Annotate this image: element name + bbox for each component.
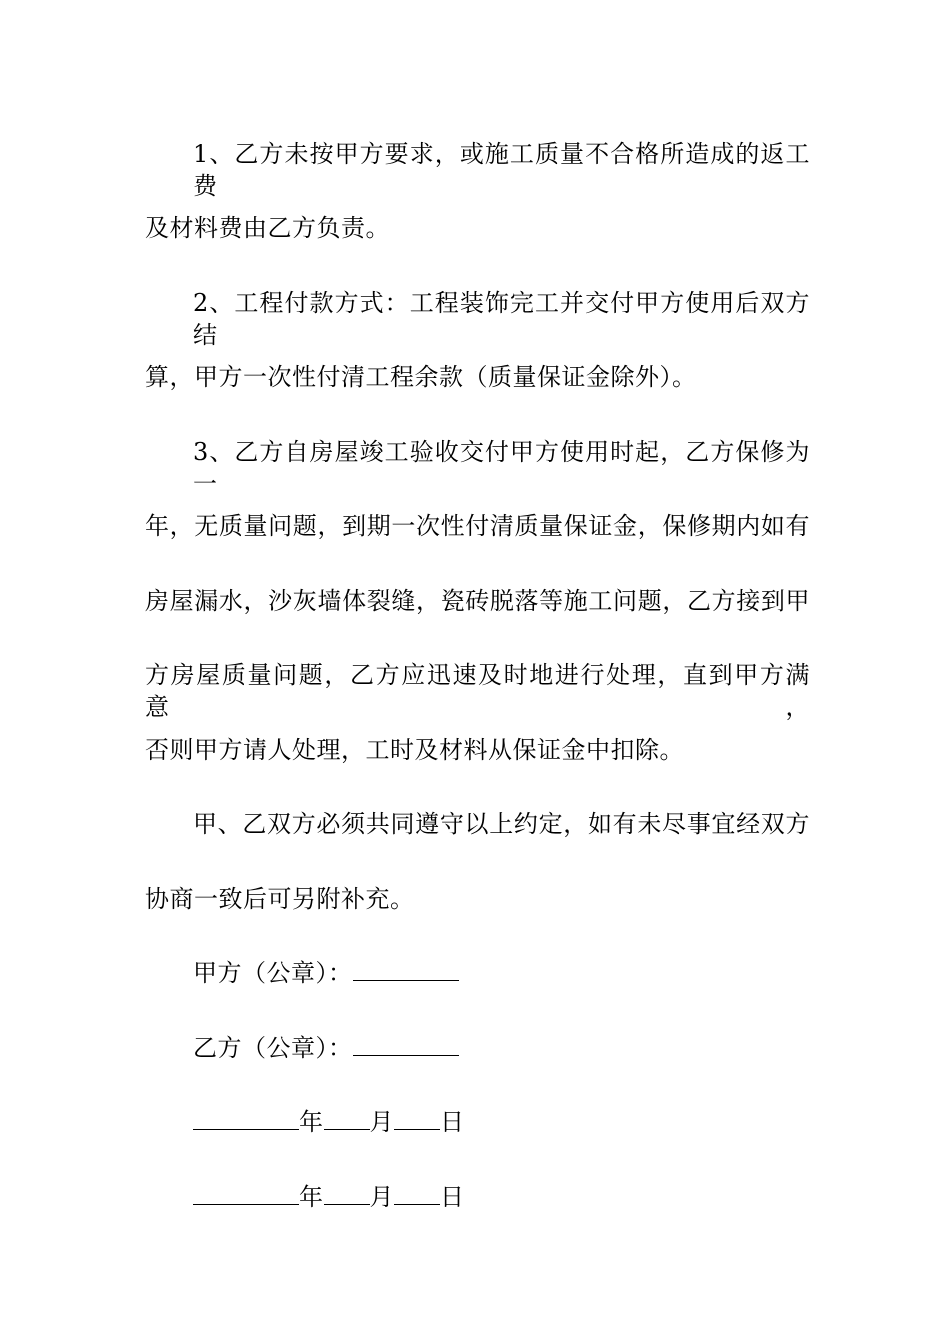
clause-2-line-1: 2、工程付款方式：工程装饰完工并交付甲方使用后双方结	[193, 289, 810, 349]
date-line-2	[193, 1181, 858, 1213]
clause-3-line-4: 方房屋质量问题，乙方应迅速及时地进行处理，直到甲方满意，	[145, 661, 810, 721]
date-line-1	[193, 1106, 858, 1138]
day-label: 日	[440, 1183, 465, 1211]
month-label: 月	[369, 1108, 394, 1136]
month-blank[interactable]	[324, 1107, 370, 1130]
year-label: 年	[299, 1183, 324, 1211]
party-b-label: 乙方（公章）：	[193, 1034, 353, 1062]
party-a-label: 甲方（公章）：	[193, 959, 353, 987]
party-b-signature	[193, 1032, 858, 1064]
month-blank[interactable]	[324, 1182, 370, 1205]
day-label: 日	[440, 1108, 465, 1136]
clause-1-line-1: 1、乙方未按甲方要求，或施工质量不合格所造成的返工费	[193, 140, 810, 200]
clause-4-line-1: 甲、乙双方必须共同遵守以上约定，如有未尽事宜经双方	[193, 810, 810, 838]
year-blank[interactable]	[193, 1107, 299, 1130]
clause-2-line-2: 算，甲方一次性付清工程余款（质量保证金除外）。	[145, 363, 697, 391]
party-a-seal-blank[interactable]	[353, 958, 459, 981]
clause-3-line-5: 否则甲方请人处理，工时及材料从保证金中扣除。	[145, 736, 684, 764]
clause-3-line-3: 房屋漏水，沙灰墙体裂缝，瓷砖脱落等施工问题，乙方接到甲	[145, 587, 810, 615]
party-a-signature	[193, 957, 858, 989]
clause-3-line-2: 年，无质量问题，到期一次性付清质量保证金，保修期内如有	[145, 512, 810, 540]
year-label: 年	[299, 1108, 324, 1136]
clause-1-line-2: 及材料费由乙方负责。	[145, 214, 390, 242]
year-blank[interactable]	[193, 1182, 299, 1205]
clause-4-line-2: 协商一致后可另附补充。	[145, 885, 415, 913]
day-blank[interactable]	[394, 1182, 440, 1205]
party-b-seal-blank[interactable]	[353, 1033, 459, 1056]
day-blank[interactable]	[394, 1107, 440, 1130]
clause-3-line-1: 3、乙方自房屋竣工验收交付甲方使用时起，乙方保修为一	[193, 438, 810, 498]
month-label: 月	[369, 1183, 394, 1211]
